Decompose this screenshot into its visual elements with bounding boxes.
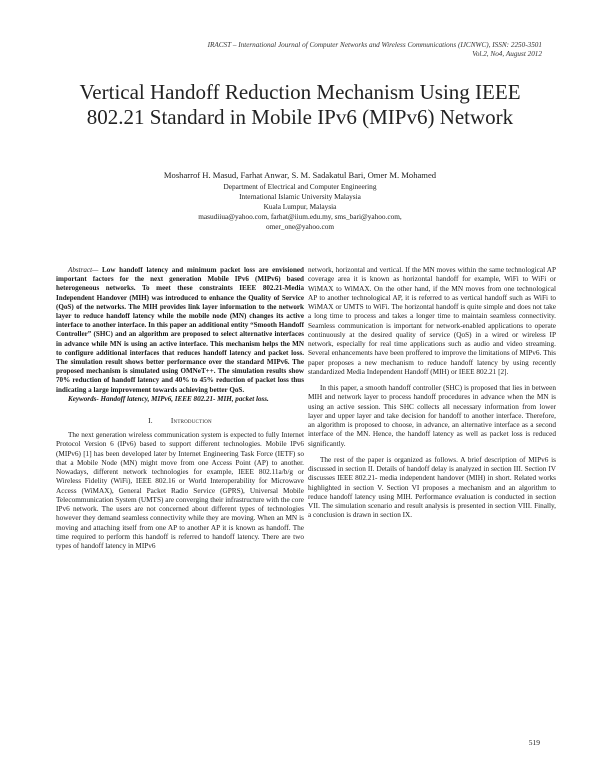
- affiliation-emails-line2: omer_one@yahoo.com: [265, 222, 335, 232]
- affiliation-block: [155, 182, 445, 232]
- paper-title-line1: Vertical Handoff Reduction Mechanism Using IEEE: [79, 80, 521, 104]
- author-list: Mosharrof H. Masud, Farhat Anwar, S. M. Sadakatul Bari, Omer M. Mohamed: [163, 170, 437, 180]
- paper-title: [50, 80, 550, 130]
- journal-header-line2: Vol.2, No4, August 2012: [472, 50, 542, 58]
- intro-paragraph-2: network, horizontal and vertical. If the MN moves within the same technological AP coverage area it is known as horizontal handoff for example, WiFi to WiFi or WiMAX to WiMAX. On the other hand, if the MN moves from one technological AP to another technological AP, it is referred to as vertical handoff such as WiFi to WiMAX or UMTS to WiFi. The horizontal handoff is quite simple and does not take a long time to process and takes a longer time to maintain seamless connectivity. Seamless communication is important for network-enabled applications to operate continuously at the desired quality of service (QoS) in a wired or wireless IP network, especially for real time applications such as audio and video streaming. Several enhancements have been proffered to improve the limitations of MIPv6. This paper proposes a new mechanism to reduce handoff latency by using recently standardized Media Independent Handoff (MIH) or IEEE 802.21 [2].: [308, 266, 556, 376]
- abstract: [56, 266, 304, 395]
- intro-paragraph-3: In this paper, a smooth handoff controller (SHC) is proposed that lies in between MIH and network layer to process handoff procedures in advance when the MN is using an active session. This SHC collects all necessary information from lower layer and upper layer and take decision for handoff to another interface. Therefore, an algorithm is proposed to choose, in advance, an alternative interface as a second interface of the MN. Hence, the handoff latency as well as packet loss is reduced significantly.: [308, 384, 556, 448]
- affiliation-emails-line1: masudiiua@yahoo.com, farhat@iium.edu.my, sms_bari@yahoo.com,: [198, 212, 402, 222]
- journal-header-line1: IRACST – International Journal of Computer Networks and Wireless Communications (IJCNWC), ISSN: 2250-3501: [207, 41, 542, 49]
- intro-paragraph-1: The next generation wireless communication system is expected to fully Internet Protocol Version 6 (IPv6) based to support different technologies. Mobile IPv6 (MIPv6) [1] has been developed later by Internet Engineering Task Force (IETF) so that a Mobile Node (MN) might move from one Access Point (AP) to another. Nowadays, different network technologies for example, IEEE 802.11a/b/g or Wireless Fidelity (WiFi), IEEE 802.16 or World Interoperability for Microwave Access (WiMAX), General Packet Radio Service (GPRS), Universal Mobile Telecommunication System (UMTS) are converging their infrastructure with the core IPv6 network. The users are not concerned about different types of technologies however they demand seamless connectivity while they are moving. When an MN is moving and attaching itself from one AP to another AP it is known as handoff. The time required to perform this handoff is referred to handoff latency. There are two types of handoff latency in MIPv6: [56, 431, 304, 551]
- paper-title-line2: 802.21 Standard in Mobile IPv6 (MIPv6) Network: [86, 105, 514, 129]
- intro-paragraph-4: The rest of the paper is organized as follows. A brief description of MIPv6 is discussed in section II. Details of handoff delay is analyzed in section III. Section IV discusses IEEE 802.21- media independent handover (MIH) in short. Related works highlighted in section V. Section VI proposes a mechanism and an algorithm to reduce handoff latency using MIH. Performance evaluation is conducted in section VII. The simulation scenario and result analysis is presented in section VIII. Finally, a conclusion is drawn in section IX.: [308, 455, 556, 520]
- section-title: Introduction: [170, 416, 212, 426]
- right-column: [308, 266, 556, 521]
- abstract-text: Low handoff latency and minimum packet loss are envisioned important factors for the next generation Mobile IPv6 (MIPv6) based heterogeneous networks. To meet these constraints IEEE 802.21-Media Independent Handover (MIH) was introduced to enhance the Quality of Service (QoS) of the networks. The MIH provides link layer information to the network layer to reduce handoff latency while the mobile node (MN) changes its active interface to another interface. In this paper an additional entity “Smooth Handoff Controller” (SHC) and an algorithm are proposed to select alternative interfaces in advance while MN is using an active interface. This mechanism helps the MN to configure additional interfaces that reduces handoff latency and packet loss. The simulation result shows better performance over the standard MIPv6. The proposed mechanism is simulated using OMNeT++. The simulation results show 70% reduction of handoff latency and 40% to 45% reduction of packet loss thus indicating a large improvement towards achieving better QoS.: [56, 266, 304, 394]
- affiliation-university: International Islamic University Malaysia: [239, 192, 361, 202]
- keywords: Keywords- Handoff latency, MIPv6, IEEE 802.21- MIH, packet loss.: [68, 394, 269, 403]
- section-heading-introduction: [56, 416, 304, 425]
- affiliation-department: Department of Electrical and Computer Engineering: [223, 182, 377, 191]
- journal-header: [62, 41, 542, 59]
- affiliation-city: Kuala Lumpur, Malaysia: [263, 202, 337, 212]
- left-column: [56, 266, 304, 551]
- page-number: 519: [528, 738, 540, 747]
- section-number: I.: [148, 416, 153, 426]
- abstract-label: Abstract—: [68, 266, 99, 274]
